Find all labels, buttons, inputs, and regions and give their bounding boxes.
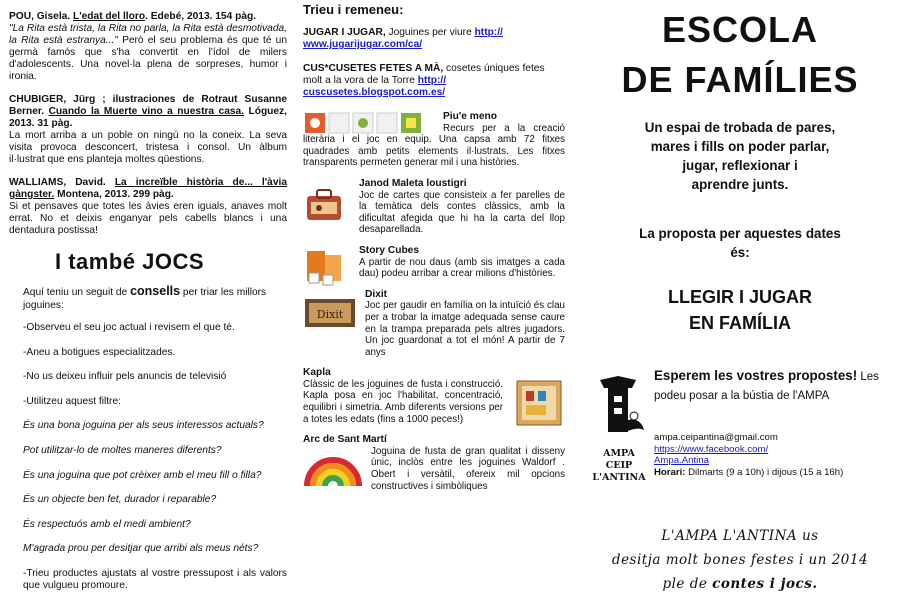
svg-text:Dixit: Dixit bbox=[316, 307, 344, 321]
shop-link[interactable]: http:// bbox=[417, 75, 447, 86]
tip: -Observeu el seu joc actual i revisem el que té. bbox=[23, 322, 235, 333]
book-author: CHUBIGER, Jürg ; ilustraciones de Rotraut Susanne Berner. bbox=[9, 94, 287, 117]
game-entry bbox=[303, 245, 565, 280]
game-entry bbox=[303, 434, 565, 492]
proposal-line: és: bbox=[730, 245, 750, 260]
game-body bbox=[359, 245, 565, 280]
game-name: Story Cubes bbox=[359, 244, 420, 256]
question: És una joguina que pot crèixer amb el meu fill o filla? bbox=[23, 469, 262, 481]
book-author: POU, Gisela. bbox=[9, 11, 71, 22]
tagline-line: mares i fills on poder parlar, bbox=[650, 139, 830, 154]
game-desc: A partir de nou daus (amb sis imatges a cada dau) podeu arribar a crear milions d'històries. bbox=[359, 256, 565, 280]
book-desc: La mort arriba a un poble on ningú no la coneix. La seva visita provoca desconcert, tristesa i consol. Un àlbum il·lustrat que ens planteja moltes qüestions. bbox=[9, 130, 287, 165]
game-image bbox=[303, 184, 347, 224]
book-desc: Però el seu problema és que té un germà famós que s'ha convertit en l'ídol de milers d'adolescents. Una novel·la plena de sorpreses, humor i ironia. bbox=[9, 35, 287, 82]
game-body bbox=[359, 178, 565, 236]
game-image bbox=[303, 297, 359, 331]
facebook-link[interactable]: Ampa.Antina bbox=[654, 455, 709, 466]
game-image bbox=[303, 247, 347, 287]
proposal bbox=[590, 224, 890, 262]
ampa-logo-text bbox=[590, 448, 648, 484]
contact-block bbox=[590, 368, 890, 518]
intro-text: per triar les millors joguines: bbox=[23, 287, 267, 311]
question: És respectuós amb el medi ambient? bbox=[23, 518, 191, 530]
wait-text bbox=[654, 367, 890, 405]
email-text[interactable]: ampa.ceipantina@gmail.com bbox=[654, 432, 778, 443]
tagline bbox=[590, 118, 890, 194]
game-body bbox=[365, 289, 565, 359]
book-entry bbox=[9, 11, 287, 83]
shop-entry bbox=[303, 27, 565, 51]
question: Pot utilitzar-lo de moltes maneres diferents? bbox=[23, 444, 222, 456]
game-image bbox=[513, 377, 565, 427]
intro-text: Aquí teniu un seguit de bbox=[23, 287, 131, 298]
proposal-line: La proposta per aquestes dates bbox=[639, 226, 841, 241]
column-games bbox=[303, 0, 565, 501]
game-entry bbox=[303, 367, 565, 425]
book-author: WALLIAMS, David. bbox=[9, 177, 106, 188]
tip: -Aneu a botigues especialitzades. bbox=[23, 346, 176, 358]
book-desc: Si et pensaves que totes les àvies eren iguals, anaves molt errat. No et deixis enganyar pels cabells blancs i una dentadura postissa! bbox=[9, 201, 287, 236]
game-entry bbox=[303, 289, 565, 359]
jocs-heading: I també JOCS bbox=[55, 249, 205, 274]
title-line: ESCOLA bbox=[661, 9, 818, 50]
game-entry bbox=[303, 111, 565, 169]
jocs-intro bbox=[23, 285, 287, 312]
shops-heading: Trieu i remeneu: bbox=[303, 2, 404, 17]
game-image bbox=[303, 448, 363, 488]
question: M'agrada prou per desitjar que arribi als meus néts? bbox=[23, 543, 259, 555]
greeting-line: L'AMPA L'ANTINA us bbox=[661, 528, 819, 544]
intro-emph: consells bbox=[130, 284, 181, 298]
shop-link[interactable]: cuscusetes.blogspot.com.es/ bbox=[303, 87, 446, 98]
game-desc: Joc per gaudir en família on la intuïció és clau per a trobar la imatge adequada sense caure en la trampa preparada pels altres jugadors. Un joc guardonat a tot el món! A partir de 7 anys bbox=[365, 300, 565, 358]
book-entry bbox=[9, 177, 287, 237]
game-body bbox=[371, 446, 565, 492]
shop-name: CUS*CUSETES FETES A MÀ, bbox=[303, 63, 444, 74]
theme-line: EN FAMÍLIA bbox=[689, 313, 791, 333]
theme bbox=[590, 284, 890, 336]
book-entry bbox=[9, 94, 287, 166]
greeting-line: ple de bbox=[662, 576, 713, 592]
greeting-emph: contes i jocs. bbox=[712, 576, 818, 592]
game-desc: Recurs per a la creació literària i el joc en equip. Una capsa amb 72 fitxes quadrades amb petits elements il·lustrats. Les fitxes transparents permeten generar mil i una històries. bbox=[303, 122, 565, 169]
game-desc: Joguina de fusta de gran qualitat i disseny únic, inclòs entre les joguines Waldorf . Obert i versàtil, ofereix mil opcions constructives i simbòliques bbox=[371, 445, 565, 492]
game-head bbox=[443, 111, 565, 123]
tagline-line: jugar, reflexionar i bbox=[682, 158, 798, 173]
contact-info bbox=[654, 432, 890, 478]
logo-line: CEIP bbox=[605, 460, 633, 471]
book-title: L'edat del lloro bbox=[73, 11, 146, 22]
greeting-line: desitja molt bones festes i un 2014 bbox=[611, 552, 869, 568]
tagline-line: Un espai de trobada de pares, bbox=[644, 120, 836, 135]
shop-link[interactable]: http:// bbox=[474, 27, 503, 38]
theme-line: LLEGIR I JUGAR bbox=[667, 287, 812, 307]
question: És un objecte ben fet, durador i reparable? bbox=[23, 494, 217, 506]
wait-desc: Les podeu posar a la bústia de l'AMPA bbox=[654, 371, 879, 402]
wait-emph: Esperem les vostres propostes! bbox=[654, 368, 858, 383]
shop-desc: Joguines per viure bbox=[385, 27, 475, 38]
game-entry bbox=[303, 178, 565, 236]
game-name: Dixit bbox=[365, 288, 388, 300]
tagline-line: aprendre junts. bbox=[691, 177, 789, 192]
shop-name: JUGAR I JUGAR, bbox=[303, 27, 386, 38]
book-title: Cuando la Muerte vino a nuestra casa. bbox=[48, 106, 245, 117]
game-image bbox=[303, 109, 435, 139]
game-desc: Joc de cartes que consisteix a fer parelles de la temàtica dels contes clàssics, amb la dificultat afegida que hi ha la carta del llop desaparellada. bbox=[359, 189, 565, 236]
greeting bbox=[590, 524, 890, 596]
tip: -Trieu productes ajustats al vostre pressupost i als valors que vulgueu promoure. bbox=[23, 567, 287, 591]
book-quote: "La Rita està trista, la Rita no parla, la Rita està desmotivada, la Rita està estranya..." bbox=[9, 23, 287, 46]
facebook-link[interactable]: https://www.facebook.com/ bbox=[654, 443, 769, 455]
book-pub: . Edebé, 2013. 154 pàg. bbox=[145, 11, 257, 22]
horari-label: Horari: bbox=[654, 466, 686, 478]
game-name: Piu'e meno bbox=[443, 111, 497, 122]
horari-text: Dilmarts (9 a 10h) i dijous (15 a 16h) bbox=[685, 466, 844, 478]
logo-line: AMPA bbox=[603, 448, 635, 459]
question: És una bona joguina per als seus interessos actuals? bbox=[23, 420, 264, 432]
game-name: Kapla bbox=[303, 367, 331, 379]
tip: -Utilitzeu aquest filtre: bbox=[23, 395, 121, 407]
game-name: Janod Maleta loustigri bbox=[359, 177, 467, 189]
book-title: La increïble història de... l'àvia gàngster. bbox=[9, 177, 287, 200]
shop-link[interactable]: www.jugarijugar.com/ca/ bbox=[303, 39, 423, 50]
column-books bbox=[9, 0, 287, 592]
shop-desc: cosetes úniques fetes molt a la vora de la Torre bbox=[303, 63, 545, 86]
ampa-logo-icon bbox=[590, 376, 646, 438]
game-desc: Clàssic de les joguines de fusta i construcció. Kapla posa en joc l'habilitat, concentració, equilibri i simetria. Amb diferents versions per a totes les edats (fins a 1000 peces!) bbox=[303, 378, 503, 425]
column-school bbox=[590, 0, 890, 592]
book-pub: Lóguez, 2013. 31 pàg. bbox=[9, 106, 287, 129]
tip: -No us deixeu influir pels anuncis de televisió bbox=[23, 371, 227, 383]
shop-entry bbox=[303, 63, 565, 99]
game-name: Arc de Sant Martí bbox=[303, 434, 387, 446]
title-line: DE FAMÍLIES bbox=[621, 59, 859, 100]
book-pub: Montena, 2013. 299 pàg. bbox=[54, 189, 174, 200]
logo-line: L'ANTINA bbox=[592, 472, 646, 483]
